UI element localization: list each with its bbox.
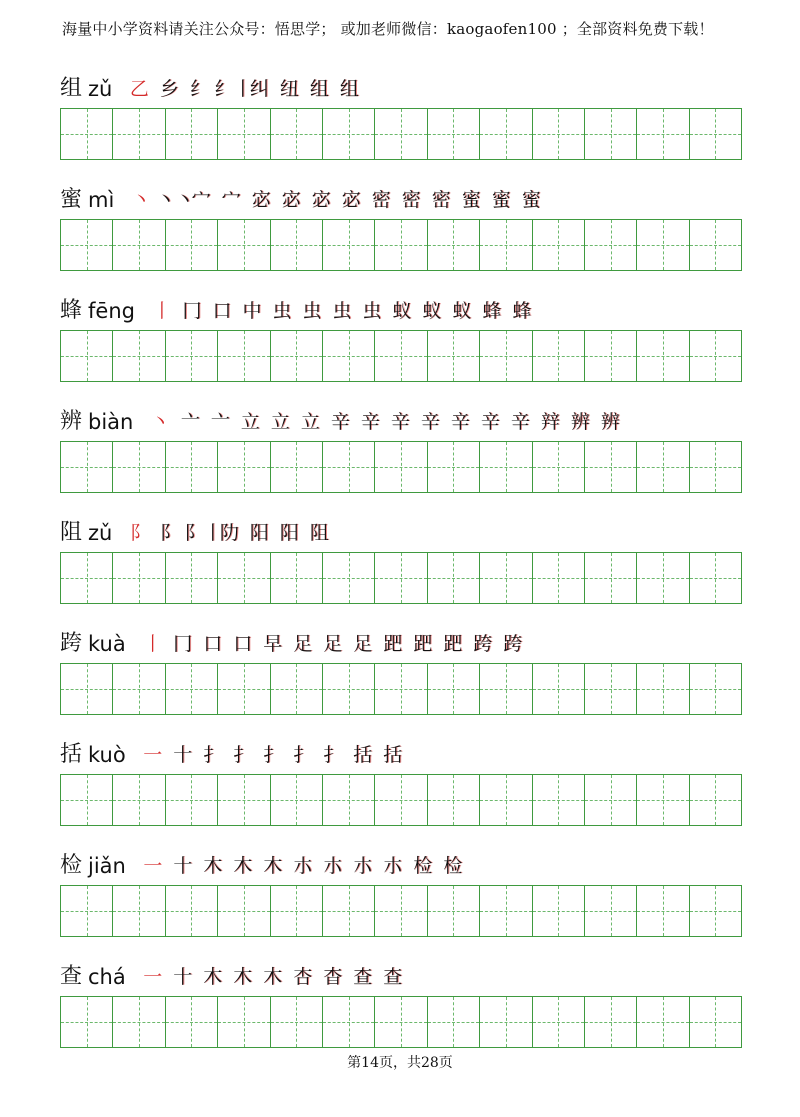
practice-character: 括	[60, 742, 83, 767]
tianzige-cell[interactable]	[690, 331, 741, 381]
tianzige-cell[interactable]	[113, 220, 165, 270]
tianzige-cell[interactable]	[480, 886, 532, 936]
stroke-step: 蜜	[461, 189, 481, 211]
pinyin-label: zǔ	[88, 521, 113, 545]
stroke-step: 木	[263, 966, 283, 988]
page-footer: 第14页，共28页	[347, 1055, 453, 1071]
stroke-step: 宀	[221, 189, 241, 211]
tianzige-cell[interactable]	[218, 664, 270, 714]
tianzige-cell[interactable]	[690, 664, 741, 714]
stroke-step: 木	[203, 966, 223, 988]
tianzige-cell[interactable]	[323, 331, 375, 381]
tianzige-cell[interactable]	[166, 442, 218, 492]
tianzige-cell[interactable]	[323, 886, 375, 936]
tianzige-cell[interactable]	[375, 220, 427, 270]
practice-character: 跨	[60, 631, 83, 656]
tianzige-cell[interactable]	[533, 331, 585, 381]
tianzige-cell[interactable]	[271, 997, 323, 1047]
stroke-step: 杏	[293, 966, 313, 988]
stroke-step: 阳	[279, 522, 299, 544]
tianzige-cell[interactable]	[428, 553, 480, 603]
tianzige-cell[interactable]	[585, 553, 637, 603]
stroke-step: 阝	[129, 522, 149, 544]
tianzige-cell[interactable]	[166, 664, 218, 714]
practice-section-7	[60, 728, 742, 826]
stroke-step: 辛	[330, 411, 350, 433]
writing-grid[interactable]	[60, 330, 742, 382]
stroke-step: 口	[203, 633, 223, 655]
stroke-step: 亠	[210, 411, 230, 433]
practice-section-3	[60, 284, 742, 382]
stroke-step: 木	[233, 966, 253, 988]
stroke-step: 检	[413, 855, 433, 877]
tianzige-cell[interactable]	[113, 997, 165, 1047]
tianzige-cell[interactable]	[375, 886, 427, 936]
stroke-step: 辛	[450, 411, 470, 433]
tianzige-cell[interactable]	[480, 109, 532, 159]
tianzige-cell[interactable]	[533, 109, 585, 159]
tianzige-cell[interactable]	[428, 997, 480, 1047]
tianzige-cell[interactable]	[61, 331, 113, 381]
stroke-step: 丶丶	[156, 189, 195, 211]
tianzige-cell[interactable]	[480, 553, 532, 603]
tianzige-cell[interactable]	[375, 331, 427, 381]
stroke-step: 足	[293, 633, 313, 655]
stroke-step: 立	[300, 411, 320, 433]
writing-grid[interactable]	[60, 774, 742, 826]
stroke-step: 虫	[302, 300, 322, 322]
tianzige-cell[interactable]	[218, 886, 270, 936]
stroke-step: 阳	[249, 522, 269, 544]
pinyin-label: chá	[88, 965, 126, 989]
writing-grid[interactable]	[60, 885, 742, 937]
character-title-row	[60, 728, 742, 768]
stroke-step: 扌	[293, 744, 313, 766]
tianzige-cell[interactable]	[113, 109, 165, 159]
writing-grid[interactable]	[60, 996, 742, 1048]
writing-grid[interactable]	[60, 552, 742, 604]
stroke-step: 辛	[510, 411, 530, 433]
stroke-step: 蜂	[482, 300, 502, 322]
stroke-step: 跁	[413, 633, 433, 655]
practice-character: 检	[60, 853, 83, 878]
stroke-step: 跨	[473, 633, 493, 655]
practice-character: 辨	[60, 409, 83, 434]
character-title-row	[60, 62, 742, 102]
practice-character: 查	[60, 964, 83, 989]
stroke-step: 辨	[600, 411, 620, 433]
stroke-step: 乡	[159, 78, 179, 100]
tianzige-cell[interactable]	[637, 220, 689, 270]
practice-section-1	[60, 62, 742, 160]
tianzige-cell[interactable]	[375, 109, 427, 159]
stroke-step: 查	[383, 966, 403, 988]
stroke-step: 纠	[249, 78, 269, 100]
stroke-step: 阻	[309, 522, 329, 544]
stroke-step: 立	[270, 411, 290, 433]
tianzige-cell[interactable]	[533, 442, 585, 492]
tianzige-cell[interactable]	[218, 997, 270, 1047]
tianzige-cell[interactable]	[533, 886, 585, 936]
tianzige-cell[interactable]	[166, 553, 218, 603]
stroke-step: 跁	[383, 633, 403, 655]
practice-character: 组	[60, 76, 83, 101]
stroke-step: 蜂	[512, 300, 532, 322]
character-title-row	[60, 506, 742, 546]
tianzige-cell[interactable]	[428, 109, 480, 159]
tianzige-cell[interactable]	[166, 775, 218, 825]
stroke-order-sequence	[126, 187, 546, 213]
stroke-step: 辨	[570, 411, 590, 433]
writing-grid[interactable]	[60, 108, 742, 160]
stroke-step: 足	[323, 633, 343, 655]
tianzige-cell[interactable]	[428, 886, 480, 936]
tianzige-cell[interactable]	[113, 664, 165, 714]
tianzige-cell[interactable]	[61, 997, 113, 1047]
stroke-order-sequence	[138, 742, 408, 768]
tianzige-cell[interactable]	[480, 664, 532, 714]
character-title-row	[60, 950, 742, 990]
stroke-step: 括	[383, 744, 403, 766]
stroke-step: 宓	[311, 189, 331, 211]
tianzige-cell[interactable]	[585, 886, 637, 936]
stroke-order-sequence	[124, 76, 364, 102]
pinyin-label: jiǎn	[88, 854, 126, 878]
tianzige-cell[interactable]	[533, 553, 585, 603]
tianzige-cell[interactable]	[690, 775, 741, 825]
stroke-step: 纟丨	[214, 78, 253, 100]
practice-section-6	[60, 617, 742, 715]
stroke-step: 丨	[152, 300, 172, 322]
stroke-step: 木	[203, 855, 223, 877]
tianzige-cell[interactable]	[113, 442, 165, 492]
stroke-step: 丶	[150, 411, 170, 433]
tianzige-cell[interactable]	[166, 220, 218, 270]
stroke-step: 朩	[383, 855, 403, 877]
stroke-step: 扌	[203, 744, 223, 766]
tianzige-cell[interactable]	[61, 220, 113, 270]
practice-section-4	[60, 395, 742, 493]
tianzige-cell[interactable]	[585, 442, 637, 492]
tianzige-cell[interactable]	[375, 442, 427, 492]
pinyin-label: zǔ	[88, 77, 113, 101]
tianzige-cell[interactable]	[690, 553, 741, 603]
tianzige-cell[interactable]	[375, 553, 427, 603]
stroke-step: 杳	[323, 966, 343, 988]
tianzige-cell[interactable]	[271, 331, 323, 381]
stroke-step: 辡	[540, 411, 560, 433]
tianzige-cell[interactable]	[61, 553, 113, 603]
tianzige-cell[interactable]	[271, 775, 323, 825]
practice-character: 阻	[60, 520, 83, 545]
stroke-step: 组	[339, 78, 359, 100]
tianzige-cell[interactable]	[375, 664, 427, 714]
practice-character: 蜜	[60, 187, 83, 212]
stroke-step: 早	[263, 633, 283, 655]
tianzige-cell[interactable]	[61, 886, 113, 936]
tianzige-cell[interactable]	[323, 442, 375, 492]
stroke-step: 阝	[159, 522, 179, 544]
stroke-step: 朩	[353, 855, 373, 877]
writing-grid[interactable]	[60, 663, 742, 715]
stroke-step: 宓	[341, 189, 361, 211]
tianzige-cell[interactable]	[323, 997, 375, 1047]
pinyin-label: biàn	[88, 410, 134, 434]
tianzige-cell[interactable]	[218, 553, 270, 603]
stroke-step: 跁	[443, 633, 463, 655]
tianzige-cell[interactable]	[637, 109, 689, 159]
character-title-row	[60, 839, 742, 879]
stroke-step: 口	[212, 300, 232, 322]
stroke-step: 辛	[480, 411, 500, 433]
practice-character: 蜂	[60, 298, 83, 323]
stroke-step: 扌	[323, 744, 343, 766]
pinyin-label: mì	[88, 188, 115, 212]
stroke-step: 一	[143, 855, 163, 877]
stroke-step: 口	[233, 633, 253, 655]
pinyin-label: fēng	[88, 299, 135, 323]
stroke-step: 虫	[332, 300, 352, 322]
tianzige-cell[interactable]	[375, 997, 427, 1047]
tianzige-cell[interactable]	[585, 220, 637, 270]
stroke-step: 丶	[131, 189, 151, 211]
tianzige-cell[interactable]	[480, 220, 532, 270]
tianzige-cell[interactable]	[690, 997, 741, 1047]
tianzige-cell[interactable]	[533, 775, 585, 825]
stroke-step: 虫	[272, 300, 292, 322]
tianzige-cell[interactable]	[637, 997, 689, 1047]
character-title-row	[60, 617, 742, 657]
stroke-step: 蜜	[521, 189, 541, 211]
tianzige-cell[interactable]	[271, 109, 323, 159]
writing-grid[interactable]	[60, 441, 742, 493]
tianzige-cell[interactable]	[480, 997, 532, 1047]
tianzige-cell[interactable]	[690, 109, 741, 159]
stroke-step: 十	[173, 855, 193, 877]
tianzige-cell[interactable]	[61, 442, 113, 492]
tianzige-cell[interactable]	[690, 442, 741, 492]
practice-section-5	[60, 506, 742, 604]
tianzige-cell[interactable]	[61, 109, 113, 159]
practice-section-9	[60, 950, 742, 1048]
tianzige-cell[interactable]	[585, 775, 637, 825]
stroke-step: 辛	[390, 411, 410, 433]
tianzige-cell[interactable]	[166, 886, 218, 936]
tianzige-cell[interactable]	[480, 442, 532, 492]
stroke-step: 密	[431, 189, 451, 211]
tianzige-cell[interactable]	[428, 220, 480, 270]
stroke-order-sequence	[138, 853, 468, 879]
tianzige-cell[interactable]	[218, 331, 270, 381]
tianzige-cell[interactable]	[218, 775, 270, 825]
tianzige-cell[interactable]	[690, 220, 741, 270]
tianzige-cell[interactable]	[428, 775, 480, 825]
stroke-step: 密	[401, 189, 421, 211]
tianzige-cell[interactable]	[533, 997, 585, 1047]
stroke-step: 括	[353, 744, 373, 766]
tianzige-cell[interactable]	[61, 775, 113, 825]
stroke-step: 蚁	[422, 300, 442, 322]
stroke-step: 蜜	[491, 189, 511, 211]
tianzige-cell[interactable]	[323, 220, 375, 270]
tianzige-cell[interactable]	[323, 775, 375, 825]
tianzige-cell[interactable]	[113, 331, 165, 381]
pinyin-label: kuà	[88, 632, 126, 656]
stroke-step: 立	[240, 411, 260, 433]
stroke-step: 木	[263, 855, 283, 877]
tianzige-cell[interactable]	[61, 664, 113, 714]
tianzige-cell[interactable]	[637, 664, 689, 714]
stroke-order-sequence	[147, 298, 537, 324]
tianzige-cell[interactable]	[428, 442, 480, 492]
tianzige-cell[interactable]	[585, 664, 637, 714]
tianzige-cell[interactable]	[271, 886, 323, 936]
tianzige-cell[interactable]	[271, 442, 323, 492]
tianzige-cell[interactable]	[218, 220, 270, 270]
stroke-step: 足	[353, 633, 373, 655]
tianzige-cell[interactable]	[113, 553, 165, 603]
tianzige-cell[interactable]	[218, 109, 270, 159]
stroke-step: 查	[353, 966, 373, 988]
character-title-row	[60, 395, 742, 435]
stroke-step: 蚁	[452, 300, 472, 322]
stroke-step: 冂	[173, 633, 193, 655]
tianzige-cell[interactable]	[637, 553, 689, 603]
stroke-step: 蚁	[392, 300, 412, 322]
stroke-step: 辛	[360, 411, 380, 433]
stroke-step: 阝丨	[184, 522, 223, 544]
stroke-step: 纽	[279, 78, 299, 100]
page-header: 海量中小学资料请关注公众号：悟思学； 或加老师微信：kaogaofen100 ；全部资料免费下载！	[62, 20, 714, 38]
stroke-step: 跨	[503, 633, 523, 655]
tianzige-cell[interactable]	[271, 553, 323, 603]
tianzige-cell[interactable]	[690, 886, 741, 936]
tianzige-cell[interactable]	[585, 997, 637, 1047]
tianzige-cell[interactable]	[480, 775, 532, 825]
stroke-order-sequence	[145, 409, 625, 435]
stroke-step: 乙	[129, 78, 149, 100]
practice-section-8	[60, 839, 742, 937]
stroke-step: 中	[242, 300, 262, 322]
stroke-step: 宓	[281, 189, 301, 211]
tianzige-cell[interactable]	[480, 331, 532, 381]
tianzige-cell[interactable]	[323, 664, 375, 714]
stroke-step: 冂	[182, 300, 202, 322]
stroke-step: 亠	[180, 411, 200, 433]
stroke-step: 木	[233, 855, 253, 877]
tianzige-cell[interactable]	[585, 331, 637, 381]
tianzige-cell[interactable]	[637, 442, 689, 492]
stroke-order-sequence	[124, 520, 334, 546]
stroke-step: 宀	[191, 189, 211, 211]
tianzige-cell[interactable]	[533, 220, 585, 270]
tianzige-cell[interactable]	[637, 331, 689, 381]
stroke-step: 密	[371, 189, 391, 211]
stroke-step: 丨	[143, 633, 163, 655]
tianzige-cell[interactable]	[166, 997, 218, 1047]
tianzige-cell[interactable]	[113, 775, 165, 825]
tianzige-cell[interactable]	[637, 775, 689, 825]
tianzige-cell[interactable]	[375, 775, 427, 825]
stroke-step: 组	[309, 78, 329, 100]
stroke-step: 一	[143, 744, 163, 766]
tianzige-cell[interactable]	[323, 109, 375, 159]
stroke-step: 虫	[362, 300, 382, 322]
tianzige-cell[interactable]	[533, 664, 585, 714]
tianzige-cell[interactable]	[637, 886, 689, 936]
stroke-step: 阞	[219, 522, 239, 544]
tianzige-cell[interactable]	[428, 664, 480, 714]
practice-section-2	[60, 173, 742, 271]
stroke-step: 十	[173, 744, 193, 766]
tianzige-cell[interactable]	[271, 664, 323, 714]
tianzige-cell[interactable]	[113, 886, 165, 936]
character-title-row	[60, 284, 742, 324]
tianzige-cell[interactable]	[166, 331, 218, 381]
stroke-order-sequence	[138, 631, 528, 657]
stroke-step: 宓	[251, 189, 271, 211]
writing-grid[interactable]	[60, 219, 742, 271]
stroke-step: 朩	[293, 855, 313, 877]
tianzige-cell[interactable]	[585, 109, 637, 159]
pinyin-label: kuò	[88, 743, 126, 767]
stroke-step: 扌	[263, 744, 283, 766]
stroke-step: 朩	[323, 855, 343, 877]
tianzige-cell[interactable]	[428, 331, 480, 381]
tianzige-cell[interactable]	[166, 109, 218, 159]
stroke-order-sequence	[138, 964, 408, 990]
stroke-step: 检	[443, 855, 463, 877]
tianzige-cell[interactable]	[271, 220, 323, 270]
stroke-step: 扌	[233, 744, 253, 766]
tianzige-cell[interactable]	[323, 553, 375, 603]
stroke-step: 纟	[189, 78, 209, 100]
stroke-step: 一	[143, 966, 163, 988]
character-title-row	[60, 173, 742, 213]
stroke-step: 辛	[420, 411, 440, 433]
tianzige-cell[interactable]	[218, 442, 270, 492]
stroke-step: 十	[173, 966, 193, 988]
